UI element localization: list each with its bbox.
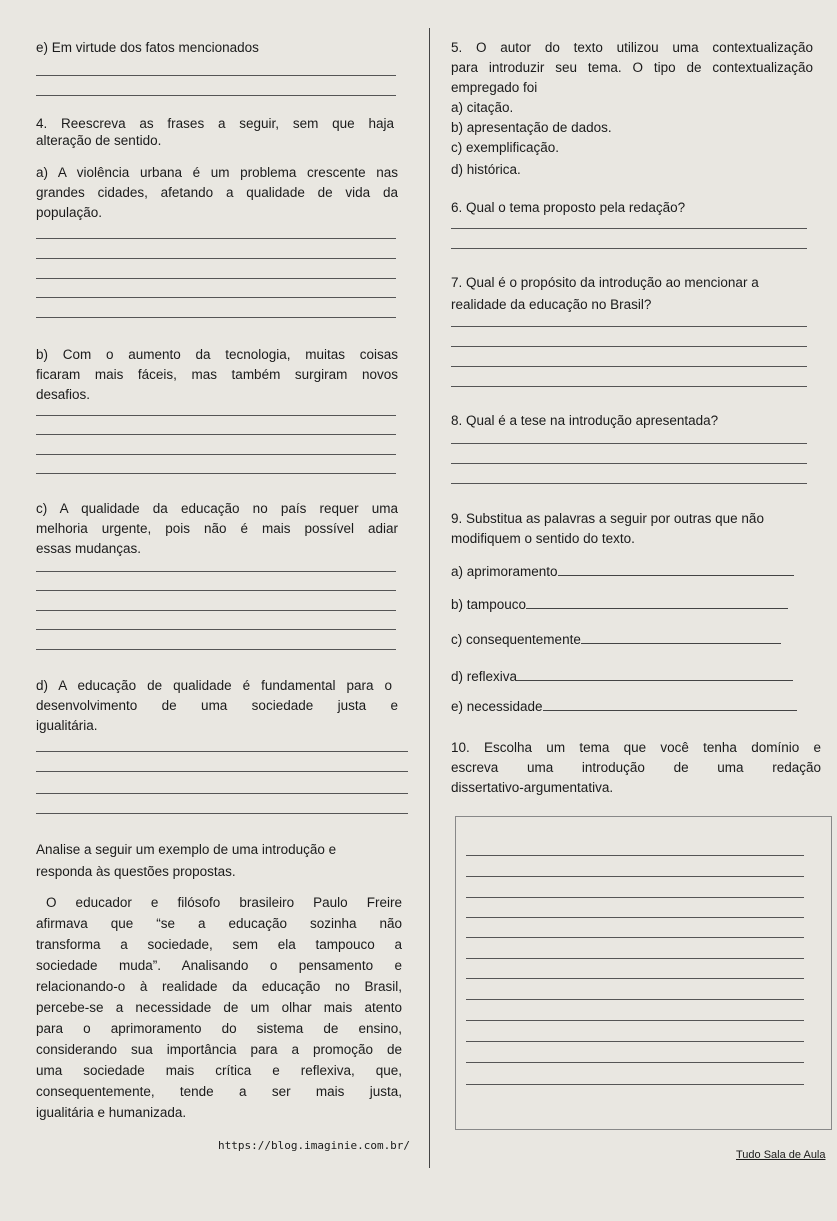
q9-item-e-label: e) necessidade (451, 699, 543, 714)
item-a-line: grandes cidades, afetando a qualidade de vida da (36, 185, 398, 200)
question-6: 6. Qual o tema proposto pela redação? (451, 200, 686, 215)
question-9-line: modifiquem o sentido do texto. (451, 531, 635, 546)
answer-blank[interactable] (581, 629, 781, 644)
q9-item-b (451, 594, 788, 615)
instruction-line: Analise a seguir um exemplo de uma introdução e (36, 842, 337, 857)
q9-item-a-label: a) aprimoramento (451, 564, 558, 579)
item-d-line: desenvolvimento de uma sociedade justa e (36, 698, 398, 713)
answer-line (466, 937, 804, 938)
q9-item-c (451, 629, 781, 650)
answer-line (36, 793, 408, 794)
question-10-line: escreva uma introdução de uma redação (451, 760, 821, 775)
question-10-line: 10. Escolha um tema que você tenha domínio e (451, 740, 821, 755)
question-4-title-line: 4. Reescreva as frases a seguir, sem que haja (36, 116, 394, 131)
answer-line (36, 454, 396, 455)
answer-line (36, 629, 396, 630)
answer-line (466, 876, 804, 877)
question-4-title-line: alteração de sentido. (36, 133, 162, 148)
item-b-line: b) Com o aumento da tecnologia, muitas coisas (36, 347, 398, 362)
q9-item-d (451, 666, 793, 687)
answer-blank[interactable] (517, 666, 793, 681)
answer-line (36, 813, 408, 814)
q9-item-a (451, 561, 794, 582)
answer-line (466, 917, 804, 918)
answer-line (36, 278, 396, 279)
answer-blank[interactable] (526, 594, 788, 609)
answer-line (451, 326, 807, 327)
answer-line (466, 1020, 804, 1021)
answer-line (36, 297, 396, 298)
answer-line (36, 649, 396, 650)
answer-line (36, 238, 396, 239)
passage-line: igualitária e humanizada. (36, 1105, 187, 1120)
answer-line (36, 571, 396, 572)
answer-line (451, 483, 807, 484)
column-divider (429, 28, 430, 1168)
question-5-line: para introduzir seu tema. O tipo de contextualização (451, 60, 813, 75)
q9-item-d-label: d) reflexiva (451, 669, 518, 684)
option-d: d) histórica. (451, 162, 521, 177)
answer-line (466, 1062, 804, 1063)
item-d-line: igualitária. (36, 718, 98, 733)
answer-line (36, 610, 396, 611)
question-10-line: dissertativo-argumentativa. (451, 780, 614, 795)
option-a: a) citação. (451, 100, 514, 115)
answer-line (36, 258, 396, 259)
answer-line (36, 415, 396, 416)
essay-answer-box[interactable] (455, 816, 832, 1130)
instruction-line: responda às questões propostas. (36, 864, 236, 879)
passage-line: transforma a sociedade, sem ela tampouco a (36, 937, 402, 952)
answer-line (451, 443, 807, 444)
passage-line: afirmava que “se a educação sozinha não (36, 916, 402, 931)
passage-line: uma sociedade mais crítica e reflexiva, que, (36, 1063, 402, 1078)
answer-line (451, 346, 807, 347)
question-3e: e) Em virtude dos fatos mencionados (36, 40, 259, 55)
question-9-line: 9. Substitua as palavras a seguir por outras que não (451, 511, 764, 526)
passage-line: percebe-se a necessidade de um olhar mais atento (36, 1000, 402, 1015)
question-5-line: 5. O autor do texto utilizou uma contextualização (451, 40, 813, 55)
question-7-line: realidade da educação no Brasil? (451, 297, 652, 312)
question-7-line: 7. Qual é o propósito da introdução ao mencionar a (451, 275, 759, 290)
answer-blank[interactable] (543, 696, 797, 711)
answer-line (466, 1041, 804, 1042)
item-a-line: a) A violência urbana é um problema crescente nas (36, 165, 398, 180)
question-8: 8. Qual é a tese na introdução apresentada? (451, 413, 719, 428)
passage-line: consequentemente, tende a ser mais justa, (36, 1084, 402, 1099)
item-c-line: melhoria urgente, pois não é mais possível adiar (36, 521, 398, 536)
source-link: https://blog.imaginie.com.br/ (218, 1139, 411, 1152)
question-5-line: empregado foi (451, 80, 538, 95)
passage-line: sociedade muda”. Analisando o pensamento e (36, 958, 402, 973)
answer-line (466, 978, 804, 979)
answer-line (36, 95, 396, 96)
item-a-line: população. (36, 205, 103, 220)
answer-blank[interactable] (558, 561, 794, 576)
answer-line (451, 248, 807, 249)
answer-line (36, 771, 408, 772)
answer-line (36, 317, 396, 318)
item-b-line: ficaram mais fáceis, mas também surgiram novos (36, 367, 398, 382)
passage-line: relacionando-o à realidade da educação no Brasil, (36, 979, 402, 994)
passage-line: para o aprimoramento do sistema de ensino, (36, 1021, 402, 1036)
item-c-line: c) A qualidade da educação no país requer uma (36, 501, 398, 516)
option-b: b) apresentação de dados. (451, 120, 612, 135)
q9-item-c-label: c) consequentemente (451, 632, 581, 647)
answer-line (36, 590, 396, 591)
answer-line (466, 958, 804, 959)
passage-line: considerando sua importância para a promoção de (36, 1042, 402, 1057)
item-c-line: essas mudanças. (36, 541, 142, 556)
answer-line (36, 473, 396, 474)
answer-line (466, 855, 804, 856)
q9-item-b-label: b) tampouco (451, 597, 527, 612)
answer-line (466, 897, 804, 898)
q9-item-e (451, 696, 797, 717)
answer-line (451, 386, 807, 387)
item-b-line: desafios. (36, 387, 91, 402)
answer-line (36, 751, 408, 752)
answer-line (451, 463, 807, 464)
option-c: c) exemplificação. (451, 140, 560, 155)
item-d-line: d) A educação de qualidade é fundamental para o (36, 678, 392, 693)
answer-line (466, 1084, 804, 1085)
answer-line (451, 228, 807, 229)
passage-line: O educador e filósofo brasileiro Paulo Freire (46, 895, 402, 910)
brand-label: Tudo Sala de Aula (736, 1149, 826, 1161)
answer-line (36, 434, 396, 435)
answer-line (466, 999, 804, 1000)
answer-line (451, 366, 807, 367)
answer-line (36, 75, 396, 76)
